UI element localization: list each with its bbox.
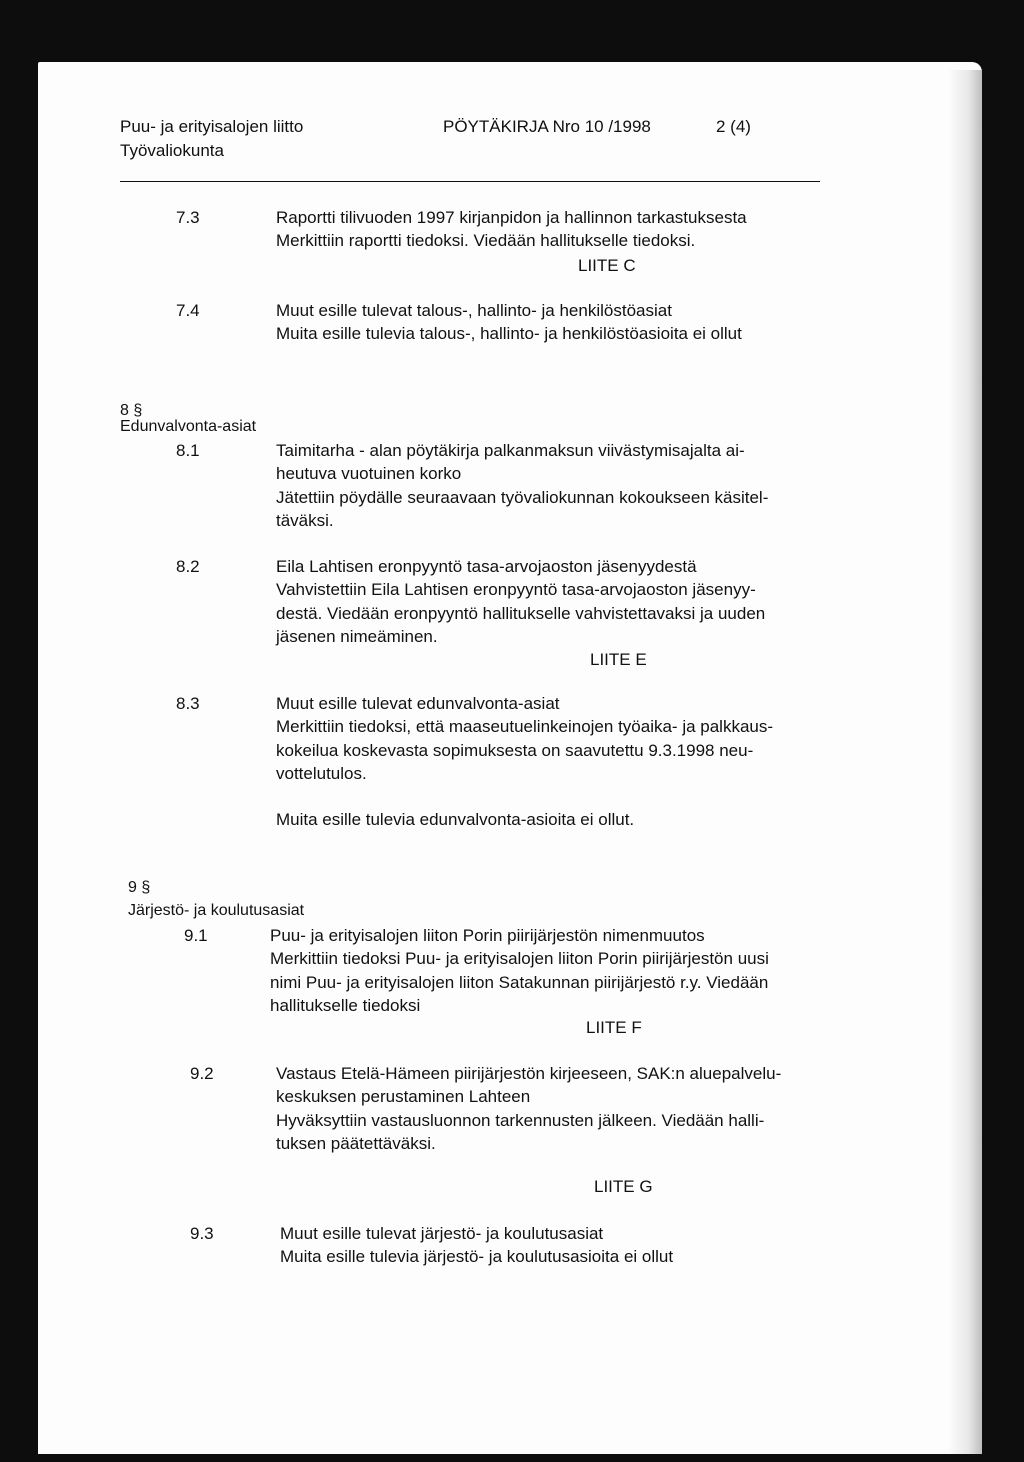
item-line: jäsenen nimeäminen. xyxy=(276,626,438,646)
document-number: PÖYTÄKIRJA Nro 10 /1998 xyxy=(443,117,651,136)
item-8-1-text xyxy=(276,439,768,532)
item-line: Taimitarha - alan pöytäkirja palkanmaksun viivästymisajalta ai- xyxy=(276,441,745,460)
item-number: 8.1 xyxy=(176,441,200,460)
section-title: Järjestö- ja koulutusasiat xyxy=(128,902,305,919)
appendix-label: LIITE F xyxy=(586,1018,642,1037)
item-line: Merkittiin tiedoksi Puu- ja erityisalojen liiton Porin piirijärjestön uusi xyxy=(270,949,769,969)
item-9-3-text xyxy=(280,1222,673,1269)
item-number: 9.1 xyxy=(184,926,208,945)
item-line: Muut esille tulevat talous-, hallinto- ja henkilöstöasiat xyxy=(276,301,672,320)
item-line: Puu- ja erityisalojen liiton Porin piirijärjestön nimenmuutos xyxy=(270,926,705,945)
item-line: heutuva vuotuinen korko xyxy=(276,464,462,484)
item-line: Jätettiin pöydälle seuraavaan työvaliokunnan kokoukseen käsitel- xyxy=(276,487,769,507)
item-line: Raportti tilivuoden 1997 kirjanpidon ja hallinnon tarkastuksesta xyxy=(276,208,747,227)
item-line: Merkittiin raportti tiedoksi. Viedään hallitukselle tiedoksi. xyxy=(276,231,696,251)
item-9-2-text xyxy=(276,1062,781,1155)
item-line: Vahvistettiin Eila Lahtisen eronpyyntö tasa-arvojaoston jäsenyy- xyxy=(276,580,756,600)
section-symbol: 8 § xyxy=(120,402,143,419)
item-note: Muita esille tulevia edunvalvonta-asioita ei ollut. xyxy=(276,810,635,829)
appendix-label: LIITE E xyxy=(590,650,647,669)
item-line: Muita esille tulevia talous-, hallinto- ja henkilöstöasioita ei ollut xyxy=(276,324,742,344)
item-number: 9.2 xyxy=(190,1064,214,1083)
header-rule xyxy=(120,181,820,182)
section-title: Edunvalvonta-asiat xyxy=(120,418,257,435)
item-line: Muut esille tulevat järjestö- ja koulutusasiat xyxy=(280,1224,604,1243)
item-line: Muut esille tulevat edunvalvonta-asiat xyxy=(276,694,560,713)
item-line: täväksi. xyxy=(276,510,334,530)
item-line: Merkittiin tiedoksi, että maaseutuelinkeinojen työaika- ja palkkaus- xyxy=(276,717,774,737)
item-line: keskuksen perustaminen Lahteen xyxy=(276,1087,531,1107)
item-8-3-text xyxy=(276,692,773,785)
appendix-label: LIITE C xyxy=(578,256,636,275)
item-line: Hyväksyttiin vastausluonnon tarkennusten jälkeen. Viedään halli- xyxy=(276,1110,765,1130)
item-line: Muita esille tulevia järjestö- ja koulutusasioita ei ollut xyxy=(280,1247,674,1267)
item-9-1-text xyxy=(270,924,769,1017)
item-line: destä. Viedään eronpyyntö hallitukselle vahvistettavaksi ja uuden xyxy=(276,603,766,623)
item-7-3-text xyxy=(276,206,747,253)
item-line: Eila Lahtisen eronpyyntö tasa-arvojaoston jäsenyydestä xyxy=(276,557,697,576)
item-line: tuksen päätettäväksi. xyxy=(276,1133,436,1153)
item-number: 8.3 xyxy=(176,694,200,713)
organization-name: Puu- ja erityisalojen liitto xyxy=(120,117,304,136)
page-edge-shadow xyxy=(948,70,982,1454)
item-7-4-text xyxy=(276,299,742,346)
item-number: 7.3 xyxy=(176,208,200,227)
appendix-label: LIITE G xyxy=(594,1177,653,1196)
item-line: kokeilua koskevasta sopimuksesta on saavutettu 9.3.1998 neu- xyxy=(276,740,754,760)
item-line: nimi Puu- ja erityisalojen liiton Satakunnan piirijärjestö r.y. Viedään xyxy=(270,972,769,992)
item-line: hallitukselle tiedoksi xyxy=(270,995,421,1015)
item-line: vottelutulos. xyxy=(276,763,367,783)
item-number: 9.3 xyxy=(190,1224,214,1243)
item-number: 7.4 xyxy=(176,301,200,320)
item-line: Vastaus Etelä-Hämeen piirijärjestön kirjeeseen, SAK:n aluepalvelu- xyxy=(276,1064,782,1083)
section-symbol: 9 § xyxy=(128,879,151,896)
item-number: 8.2 xyxy=(176,557,200,576)
committee-name: Työvaliokunta xyxy=(120,141,224,160)
page-number: 2 (4) xyxy=(716,117,751,136)
item-8-2-text xyxy=(276,555,765,648)
